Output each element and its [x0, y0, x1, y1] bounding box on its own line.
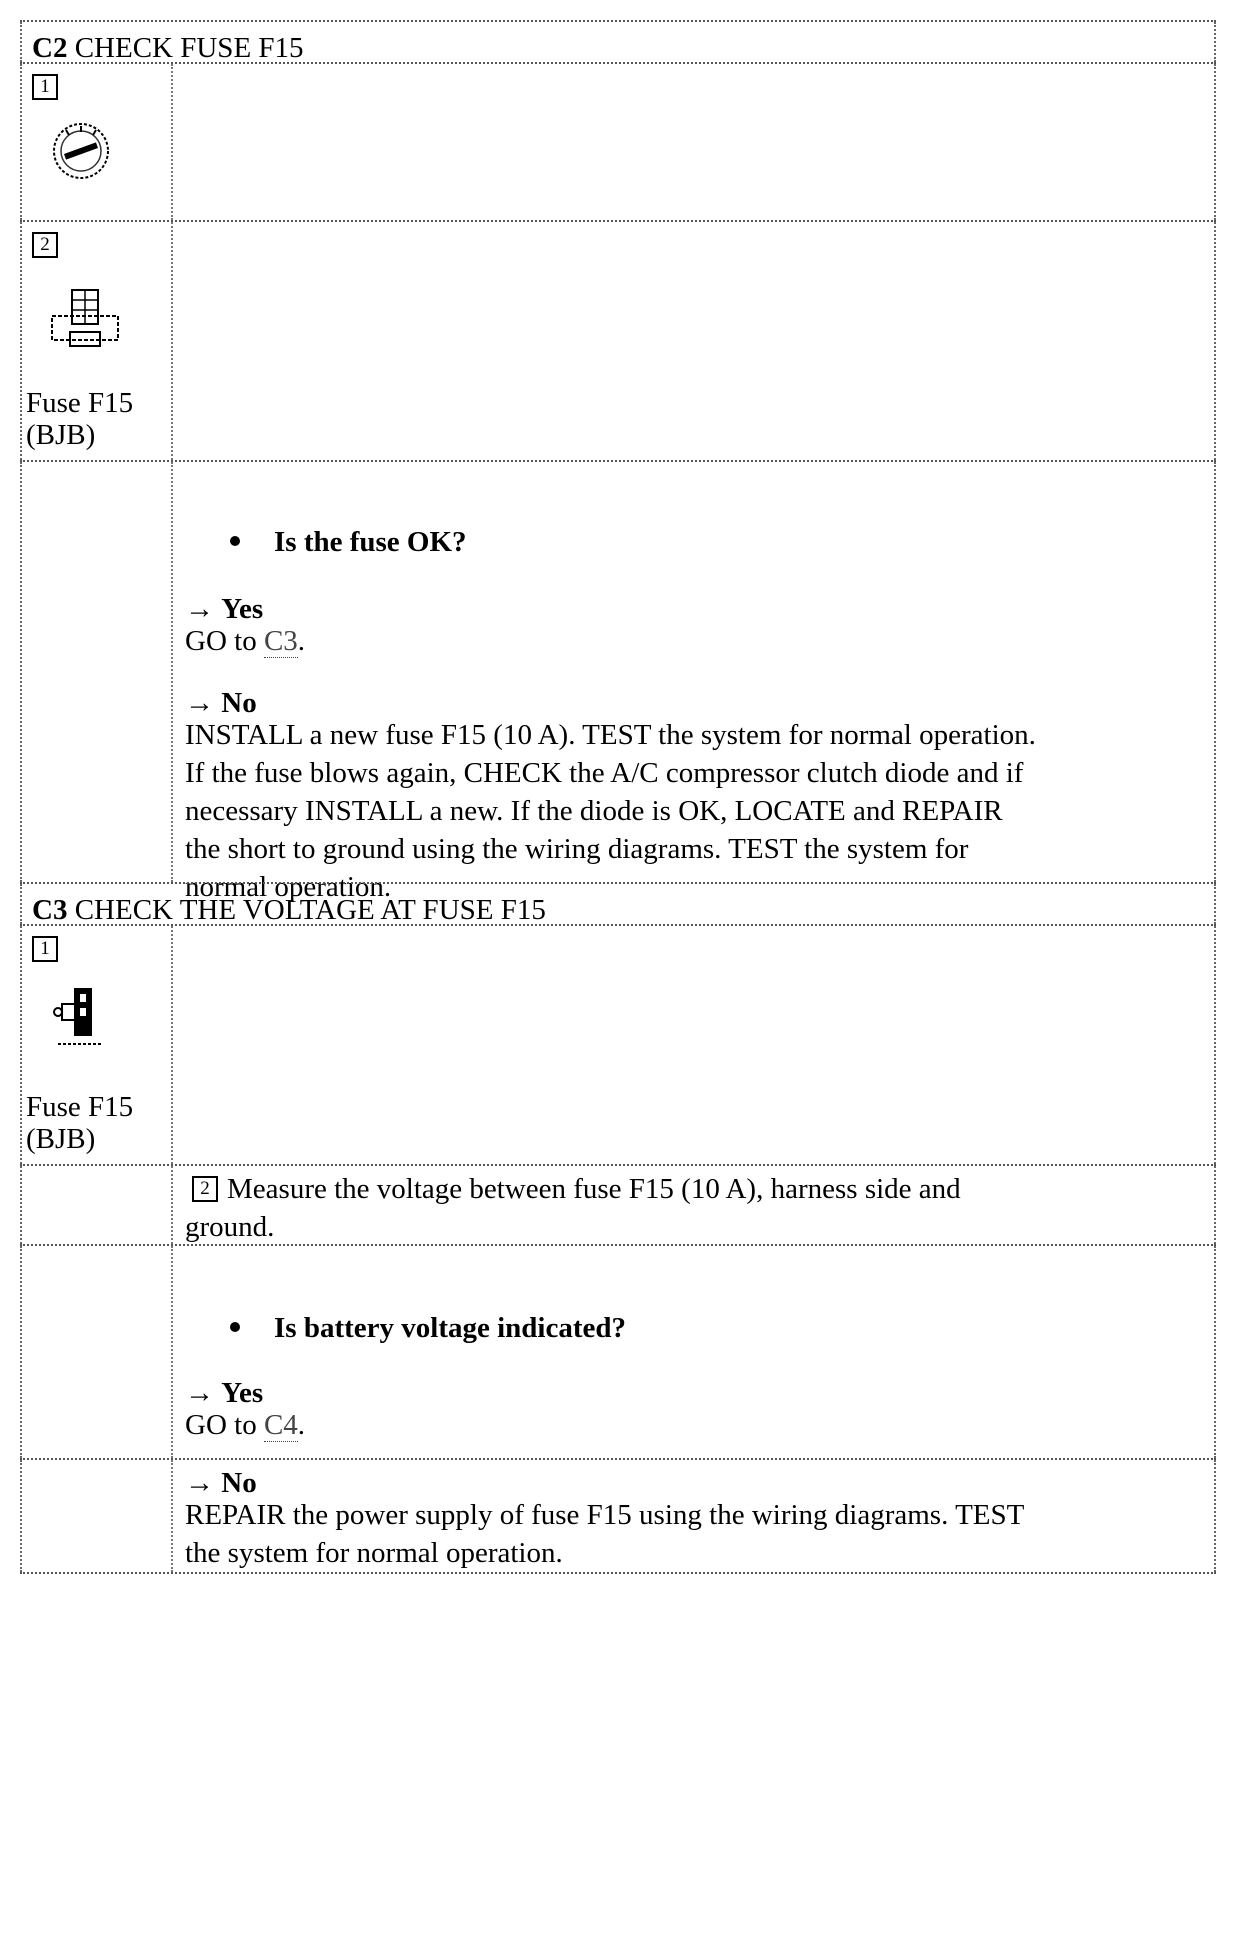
c3-header-row	[20, 882, 1216, 924]
c3-step2-row	[20, 1164, 1216, 1244]
c2-no-line: INSTALL a new fuse F15 (10 A). TEST the system for normal operation.	[185, 719, 1036, 751]
c2-no-label: No	[221, 687, 257, 719]
c3-no-label: No	[221, 1467, 257, 1499]
c2-step2-label-line2: (BJB)	[26, 419, 96, 451]
c2-question	[230, 526, 467, 559]
c3-no-text	[185, 1496, 1195, 1572]
c2-no-line: the short to ground using the wiring diagrams. TEST the system for	[185, 833, 969, 865]
c3-step2-line1: Measure the voltage between fuse F15 (10 A), harness side and	[227, 1173, 961, 1205]
c3-step1-number: 1	[32, 936, 58, 962]
c2-goto-c3-link[interactable]: C3	[263, 625, 298, 657]
c2-yes-label: Yes	[221, 593, 264, 625]
c3-no-row	[20, 1458, 1216, 1574]
c2-step-id: C2	[32, 32, 68, 64]
c2-step2-number: 2	[32, 232, 58, 258]
c3-step1-row	[20, 924, 1216, 1164]
c3-question-text: Is battery voltage indicated?	[274, 1312, 626, 1344]
procedure-document	[20, 20, 1216, 1924]
c2-yes-text	[185, 622, 1195, 660]
c3-step2-text	[185, 1170, 1195, 1246]
arrow-right-icon: →	[185, 687, 214, 719]
c3-yes-label: Yes	[221, 1377, 264, 1409]
c2-header-row	[20, 20, 1216, 62]
c2-decision-row	[20, 460, 1216, 903]
c3-yes-text	[185, 1406, 1195, 1444]
arrow-right-icon: →	[185, 1467, 214, 1499]
arrow-right-icon: →	[185, 593, 214, 625]
ignition-switch-icon	[50, 120, 112, 182]
c3-step1-label-line2: (BJB)	[26, 1123, 96, 1155]
c2-step2-label-line1: Fuse F15	[26, 387, 134, 419]
c3-yes-prefix: GO to	[185, 1409, 264, 1441]
c2-no-line: necessary INSTALL a new. If the diode is OK, LOCATE and REPAIR	[185, 795, 1003, 827]
c2-step1-row	[20, 62, 1216, 220]
c3-step1-label-line1: Fuse F15	[26, 1091, 134, 1123]
c2-question-text: Is the fuse OK?	[274, 526, 467, 558]
fuse-box-icon	[48, 286, 122, 350]
c3-step2-line2: ground.	[185, 1211, 275, 1243]
bullet-icon	[230, 1322, 240, 1332]
c2-yes-suffix: .	[297, 625, 306, 657]
c2-yes-prefix: GO to	[185, 625, 264, 657]
bullet-icon	[230, 536, 240, 546]
c2-no-line: normal operation.	[185, 871, 392, 903]
c3-decision-row	[20, 1244, 1216, 1458]
c3-yes-suffix: .	[297, 1409, 306, 1441]
voltmeter-connector-icon	[50, 984, 110, 1052]
c3-no-line: REPAIR the power supply of fuse F15 using the wiring diagrams. TEST	[185, 1499, 1025, 1531]
c2-no-text	[185, 716, 1195, 906]
c3-title: CHECK THE VOLTAGE AT FUSE F15	[74, 894, 546, 926]
arrow-right-icon: →	[185, 1377, 214, 1409]
c2-step2-row	[20, 220, 1216, 460]
c3-question	[230, 1312, 626, 1345]
c3-no-line: the system for normal operation.	[185, 1537, 563, 1569]
c3-goto-c4-link[interactable]: C4	[263, 1409, 298, 1441]
c3-step-id: C3	[32, 894, 68, 926]
c2-title: CHECK FUSE F15	[74, 32, 304, 64]
c2-no-line: If the fuse blows again, CHECK the A/C compressor clutch diode and if	[185, 757, 1024, 789]
c3-step2-number: 2	[192, 1176, 218, 1202]
c2-step1-number: 1	[32, 74, 58, 100]
